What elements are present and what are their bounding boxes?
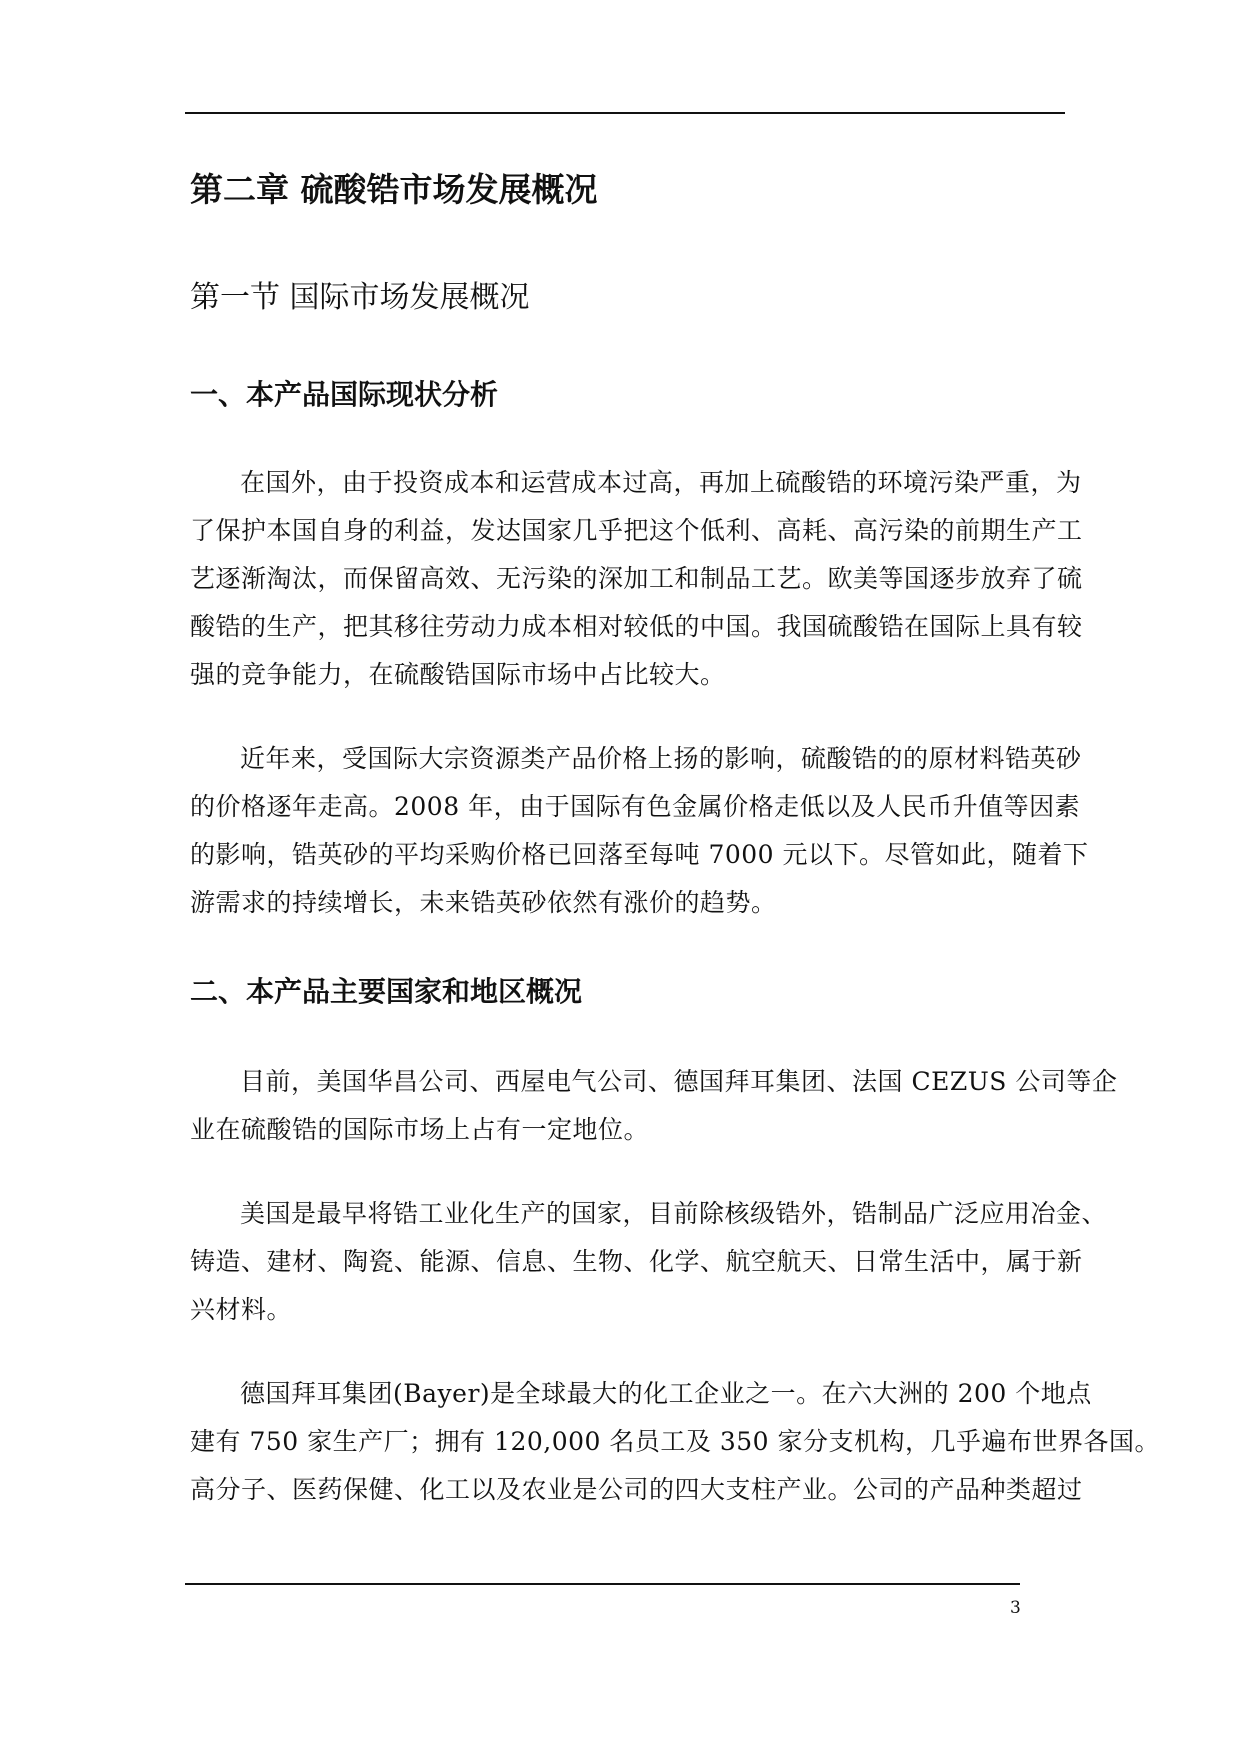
- paragraph-line: 在国外，由于投资成本和运营成本过高，再加上硫酸锆的环境污染严重，为: [240, 468, 1082, 497]
- paragraph-line: 游需求的持续增长，未来锆英砂依然有涨价的趋势。: [190, 888, 777, 917]
- paragraph-2: [190, 735, 1089, 927]
- paragraph-3: [190, 1058, 1118, 1154]
- chapter-title: 第二章 硫酸锆市场发展概况: [190, 170, 598, 209]
- paragraph-line: 的价格逐年走高。2008 年，由于国际有色金属价格走低以及人民币升值等因素: [190, 792, 1081, 821]
- subsection-title-2: 二、本产品主要国家和地区概况: [190, 975, 583, 1008]
- paragraph-line: 业在硫酸锆的国际市场上占有一定地位。: [190, 1115, 650, 1144]
- subsection-title-1: 一、本产品国际现状分析: [190, 378, 499, 411]
- paragraph-4: [190, 1190, 1108, 1334]
- paragraph-line: 建有 750 家生产厂；拥有 120,000 名员工及 350 家分支机构，几乎遍布世界各国。: [190, 1427, 1160, 1456]
- paragraph-5: [190, 1370, 1160, 1514]
- paragraph-line: 的影响，锆英砂的平均采购价格已回落至每吨 7000 元以下。尽管如此，随着下: [190, 840, 1089, 869]
- header-rule: [185, 112, 1065, 114]
- paragraph-line: 酸锆的生产，把其移往劳动力成本相对较低的中国。我国硫酸锆在国际上具有较: [190, 612, 1083, 641]
- paragraph-line: 美国是最早将锆工业化生产的国家，目前除核级锆外，锆制品广泛应用冶金、: [240, 1199, 1108, 1228]
- paragraph-line: 目前，美国华昌公司、西屋电气公司、德国拜耳集团、法国 CEZUS 公司等企: [240, 1067, 1118, 1096]
- section-title: 第一节 国际市场发展概况: [190, 280, 530, 315]
- paragraph-line: 铸造、建材、陶瓷、能源、信息、生物、化学、航空航天、日常生活中，属于新: [190, 1247, 1083, 1276]
- paragraph-line: 艺逐渐淘汰，而保留高效、无污染的深加工和制品工艺。欧美等国逐步放弃了硫: [190, 564, 1083, 593]
- footer-rule: [185, 1583, 1020, 1585]
- paragraph-line: 德国拜耳集团(Bayer)是全球最大的化工企业之一。在六大洲的 200 个地点: [240, 1379, 1092, 1408]
- page-number: 3: [1010, 1598, 1021, 1618]
- paragraph-line: 高分子、医药保健、化工以及农业是公司的四大支柱产业。公司的产品种类超过: [190, 1475, 1083, 1504]
- paragraph-line: 了保护本国自身的利益，发达国家几乎把这个低利、高耗、高污染的前期生产工: [190, 516, 1083, 545]
- paragraph-1: [190, 459, 1083, 699]
- paragraph-line: 兴材料。: [190, 1295, 293, 1324]
- paragraph-line: 强的竞争能力，在硫酸锆国际市场中占比较大。: [190, 660, 726, 689]
- paragraph-line: 近年来，受国际大宗资源类产品价格上扬的影响，硫酸锆的的原材料锆英砂: [240, 744, 1082, 773]
